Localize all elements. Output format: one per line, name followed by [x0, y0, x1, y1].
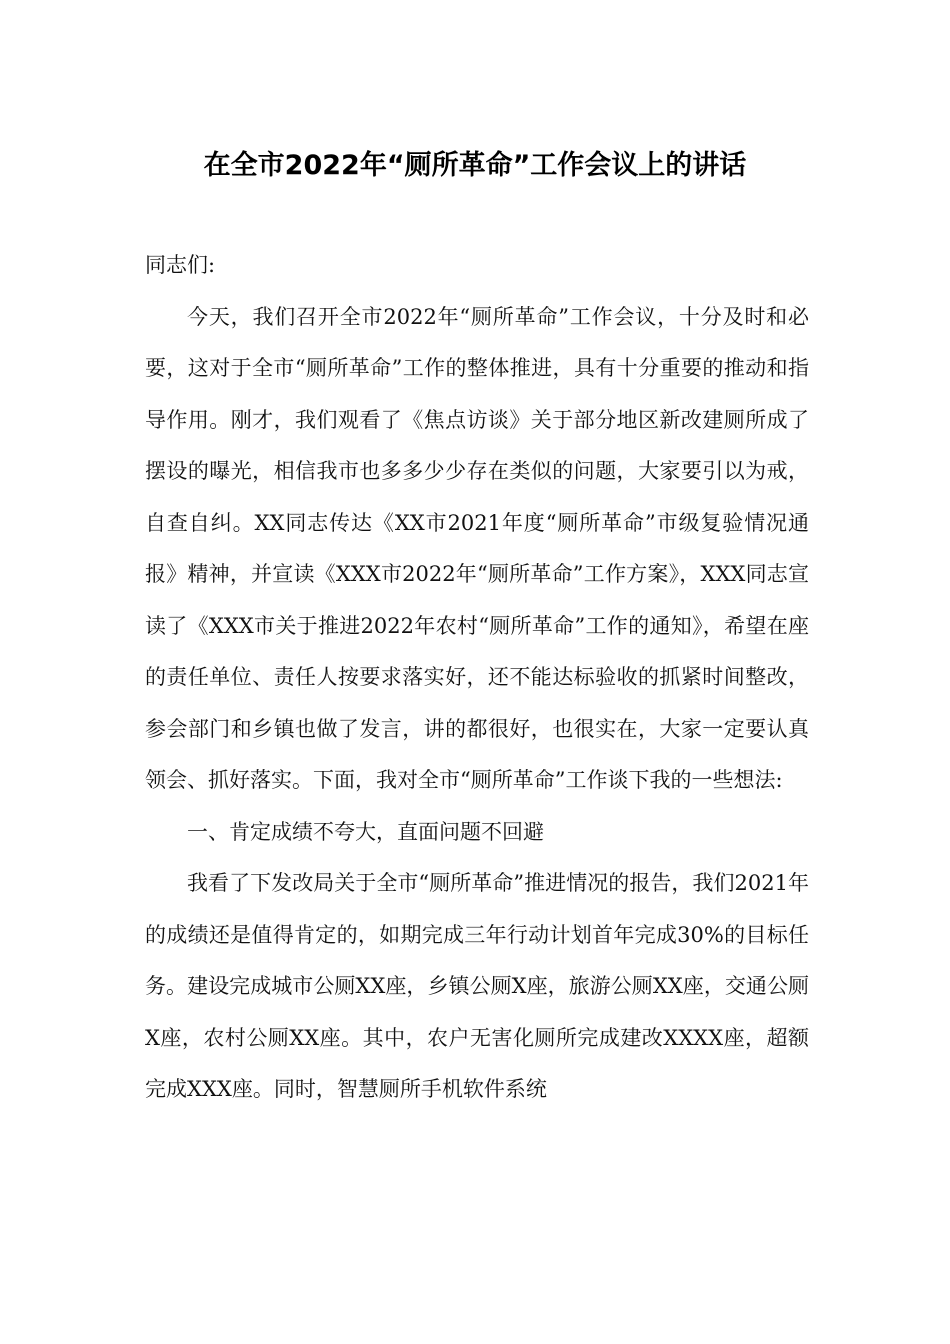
document-title: 在全市2022年“厕所革命”工作会议上的讲话 [203, 150, 747, 181]
section-heading: 一、肯定成绩不夸大，直面问题不回避 [187, 819, 544, 844]
salutation: 同志们: [145, 253, 216, 277]
document-body [145, 240, 809, 1116]
body-paragraph: 今天，我们召开全市2022年“厕所革命”工作会议，十分及时和必要，这对于全市“厕所革命”工作的整体推进，具有十分重要的推动和指导作用。刚才，我们观看了《焦点访谈》关于部分地区新改建厕所成了摆设的曝光，相信我市也多多少少存在类似的问题，大家要引以为戒，自查自纠。XX同志传达《XX市2021年度“厕所革命”市级复验情况通报》精神，并宣读《XXX市2022年“厕所革命”工作方案》，XXX同志宣读了《XXX市关于推进2022年农村“厕所革命”工作的通知》，希望在座的责任单位、责任人按要求落实好，还不能达标验收的抓紧时间整改，参会部门和乡镇也做了发言，讲的都很好，也很实在，大家一定要认真领会、抓好落实。下面，我对全市“厕所革命”工作谈下我的一些想法: [145, 304, 809, 792]
section-paragraph: 我看了下发改局关于全市“厕所革命”推进情况的报告，我们2021年的成绩还是值得肯定的，如期完成三年行动计划首年完成30%的目标任务。建设完成城市公厕XX座，乡镇公厕X座，旅游公厕XX座，交通公厕X座，农村公厕XX座。其中，农户无害化厕所完成建改XXXX座，超额完成XXX座。同时，智慧厕所手机软件系统 [145, 871, 809, 1101]
